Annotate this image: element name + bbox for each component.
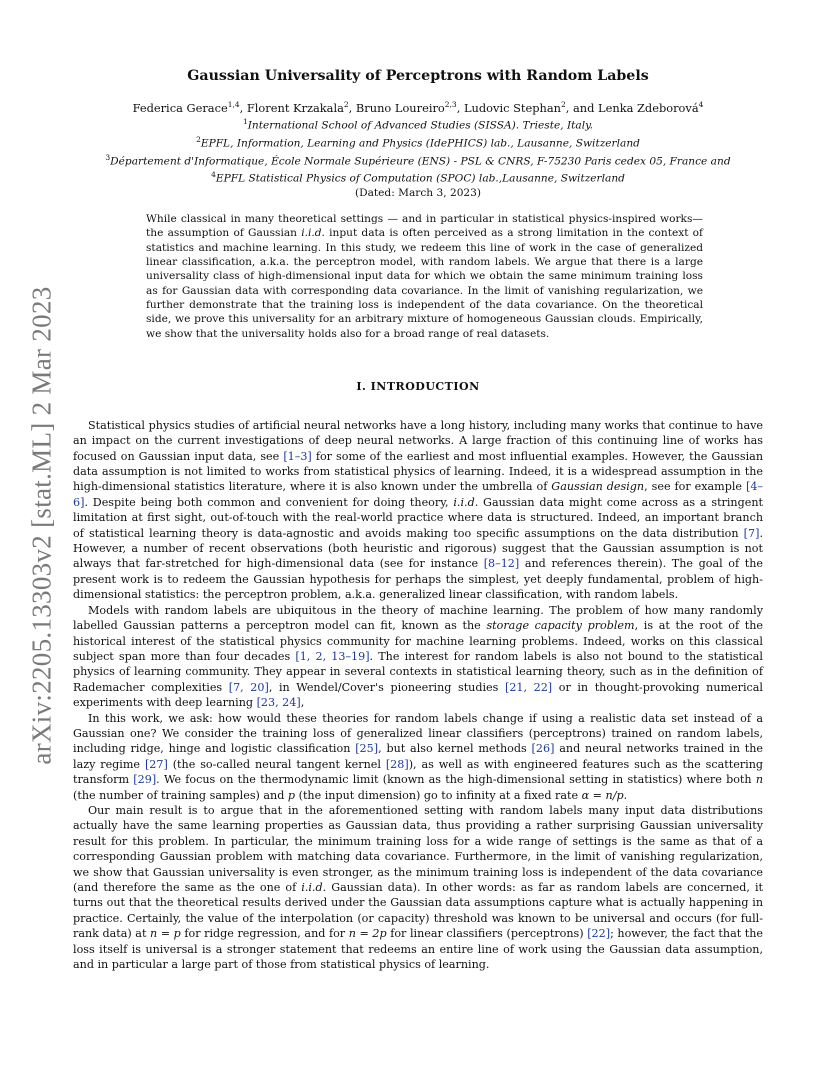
citation-link[interactable]: [7] — [743, 526, 760, 540]
affiliation-text: EPFL Statistical Physics of Computation (SPOC) lab.,Lausanne, Switzerland — [215, 172, 625, 185]
author-affil-mark: 4 — [698, 100, 704, 109]
paper-page — [73, 68, 763, 972]
author-name: Florent Krzakala — [246, 100, 344, 115]
author-name: Lenka Zdeborová — [598, 100, 699, 115]
citation-link[interactable]: [25] — [355, 742, 379, 756]
affiliation — [73, 168, 763, 186]
author-affil-mark: 2,3 — [444, 100, 457, 109]
emphasis: Gaussian design — [551, 480, 645, 494]
emphasis: storage capacity problem — [486, 619, 635, 633]
arxiv-stamp — [22, 285, 62, 765]
affiliation-text: International School of Advanced Studies (SISSA). Trieste, Italy. — [247, 119, 594, 132]
citation-link[interactable]: [28] — [385, 757, 409, 771]
emphasis: n = 2p — [348, 927, 387, 941]
citation-link[interactable]: [1–3] — [283, 449, 312, 463]
paper-body — [73, 418, 763, 973]
emphasis: i.i.d. — [453, 495, 479, 509]
citation-link[interactable]: [4–6] — [73, 480, 764, 509]
citation-link[interactable]: [29] — [133, 773, 157, 787]
author-affil-mark: 2 — [343, 100, 349, 109]
section-heading: I. INTRODUCTION — [356, 379, 480, 393]
body-paragraph: In this work, we ask: how would these theories for random labels change if using a realistic data set instead of a Gaussian one? We consider the training loss of generalized linear classifiers (perceptrons) trained on random labels, including ridge, hinge and logistic classification [25], but also kernel methods [26] and neural networks trained in the lazy regime [27] (the so-called neural tangent kernel [28]), as well as with engineered features such as the scattering transform [29]. We focus on the thermodynamic limit (known as the high-dimensional setting in statistics) where both n (the number of training samples) and p (the input dimension) go to infinity at a fixed rate α = n/p. — [73, 711, 764, 802]
citation-link[interactable]: [8–12] — [483, 557, 520, 571]
paper-title: Gaussian Universality of Perceptrons with Random Labels — [187, 68, 649, 84]
emphasis: i.i.d. — [301, 227, 325, 240]
body-paragraph: Our main result is to argue that in the aforementioned setting with random labels many input data distributions actually have the same learning properties as Gaussian data, thus providing a rather surprising Gaussian universality result for this problem. In particular, the minimum training loss for a wide range of settings is the same as that of a corresponding Gaussian problem with matching data covariance. Furthermore, in the limit of vanishing regularization, we show that Gaussian universality is even stronger, as the minimum training loss is independent of the data covariance (and therefore the same as the one of i.i.d. Gaussian data). In other words: as far as random labels are concerned, it turns out that the theoretical results derived under the Gaussian data assumptions capture what is actually happening in practice. Certainly, the value of the interpolation (or capacity) threshold was known to be universal and occurs (for full-rank data) at n = p for ridge regression, and for n = 2p for linear classifiers (perceptrons) [22]; however, the fact that the loss itself is universal is a stronger statement that redeems an entire line of work using the Gaussian data assumption, and in particular a large part of those from statistical physics of learning. — [73, 803, 764, 972]
author-name: Federica Gerace — [132, 100, 228, 115]
emphasis: n = p — [150, 927, 181, 941]
dated-line: (Dated: March 3, 2023) — [354, 187, 482, 200]
affiliation — [73, 151, 763, 169]
author-list: Federica Gerace$^{1,4}$, Florent Krzakala$^2$, Bruno Loureiro$^{2,3}$, Ludovic Stephan$^2$, and Lenka Zdeborová$^4$ — [132, 100, 704, 115]
affiliation-mark: 1 — [242, 117, 248, 127]
author-affil-mark: 1,4 — [227, 100, 240, 109]
emphasis: α = n/p — [581, 788, 624, 802]
author-name: Bruno Loureiro — [355, 100, 445, 115]
citation-link[interactable]: [7, 20] — [228, 680, 269, 694]
body-paragraph: Statistical physics studies of artificial neural networks have a long history, including many works that continue to have an impact on the current investigations of deep neural networks. A large fraction of this continuing line of works has focused on Gaussian input data, see [1–3] for some of the earliest and most influential examples. However, the Gaussian data assumption is not limited to works from statistical physics of learning. Indeed, it is a widespread assumption in the high-dimensional statistics literature, where it is also known under the umbrella of Gaussian design, see for example [4–6]. Despite being both common and convenient for doing theory, i.i.d. Gaussian data might come across as a stringent limitation at first sight, out-of-touch with the real-world practice where data is structured. Indeed, an important branch of statistical learning theory is data-agnostic and avoids making too specific assumptions on the data distribution [7]. However, a number of recent observations (both heuristic and rigorous) suggest that the Gaussian assumption is not always that far-stretched for high-dimensional data (see for instance [8–12] and references therein). The goal of the present work is to redeem the Gaussian hypothesis for perhaps the simplest, yet deeply fundamental, problem of high-dimensional statistics: the perceptron problem, a.k.a. generalized linear classification, with random labels. — [73, 418, 764, 602]
emphasis: p — [287, 788, 296, 802]
body-paragraph: Models with random labels are ubiquitous in the theory of machine learning. The problem of how many randomly labelled Gaussian patterns a perceptron model can fit, known as the storage capacity problem, is at the root of the historical interest of the statistical physics community for machine learning problems. Indeed, works on this classical subject span more than four decades [1, 2, 13–19]. The interest for random labels is also not bound to the statistical physics of learning community. They appear in several contexts in statistical learning theory, such as in the definition of Rademacher complexities [7, 20], in Wendel/Cover's pioneering studies [21, 22] or in thought-provoking numerical experiments with deep learning [23, 24], — [73, 603, 764, 710]
affiliation-text: EPFL, Information, Learning and Physics (IdePHICS) lab., Lausanne, Switzerland — [200, 137, 640, 150]
citation-link[interactable]: [23, 24] — [256, 696, 301, 710]
affiliation — [73, 115, 763, 133]
citation-link[interactable]: [1, 2, 13–19] — [295, 649, 370, 663]
citation-link[interactable]: [27] — [144, 757, 168, 771]
citation-link[interactable]: [26] — [531, 742, 555, 756]
citation-link[interactable]: [21, 22] — [504, 680, 553, 694]
author-affil-mark: 2 — [560, 100, 566, 109]
affiliation-text: Département d'Informatique, École Normale Supérieure (ENS) - PSL & CNRS, F-75230 Paris cedex 05, France and — [110, 155, 731, 168]
author-name: Ludovic Stephan — [463, 100, 561, 115]
arxiv-id-text: arXiv:2205.13303v2 [stat.ML] 2 Mar 2023 — [26, 285, 57, 765]
affiliation-mark: 3 — [105, 152, 111, 162]
abstract: While classical in many theoretical settings — and in particular in statistical physics-inspired works— the assumption of Gaussian i.i.d. input data is often perceived as a strong limitation in the context of statistics and machine learning. In this study, we redeem this line of work in the case of generalized linear classification, a.k.a. the perceptron model, with random labels. We argue that there is a large universality class of high-dimensional input data for which we obtain the same minimum training loss as for Gaussian data with corresponding data covariance. In the limit of vanishing regularization, we further demonstrate that the training loss is independent of the data covariance. On the theoretical side, we prove this universality for an arbitrary mixture of homogeneous Gaussian clouds. Empirically, we show that the universality holds also for a broad range of real datasets. — [146, 213, 703, 340]
emphasis: n — [755, 773, 763, 787]
affiliation-mark: 4 — [211, 170, 216, 180]
emphasis: i.i.d. — [301, 881, 327, 894]
affiliation-mark: 2 — [196, 134, 201, 144]
affiliation — [73, 133, 763, 151]
citation-link[interactable]: [22] — [587, 927, 611, 941]
affiliation-list — [73, 115, 763, 186]
